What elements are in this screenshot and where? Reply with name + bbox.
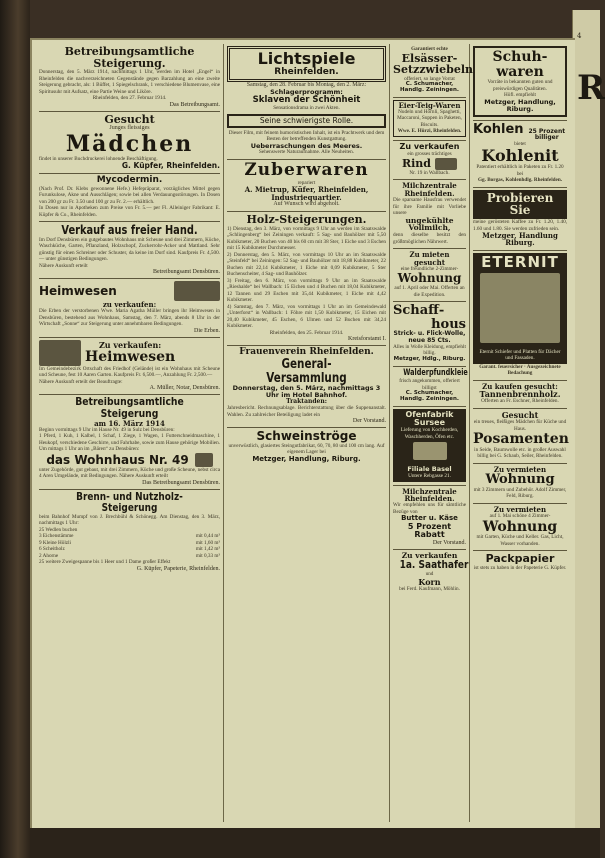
ad-packpapier: [473, 551, 567, 574]
ad-sub: eine freundliche 2-Zimmer-: [400, 265, 459, 272]
ad-signature: Das Betreibungsamt.: [169, 101, 220, 108]
ad-title: Milchzentrale Rheinfelden.: [402, 181, 457, 198]
ad-headline: Posamenten: [473, 431, 569, 448]
ad-text: Vorräte in bekannten guten und preiswürdigen Qualitäten.: [487, 79, 553, 92]
ad-headline: ungekühlte Vollmilch,: [405, 215, 454, 233]
ad-program: Schlagerprogramm:: [270, 88, 343, 97]
ad-title: Verkauf aus freier Hand.: [61, 223, 198, 238]
roof-illustration-icon: [480, 273, 560, 343]
ad-text: Lieferung von Kochherden, Waschherden, Öfen etc.: [400, 427, 459, 440]
ad-signature: Metzger, Handlung, Riburg.: [252, 454, 361, 463]
ad-text: mit 3 Zimmern und Zubehör. Adolf Zimmer, Feld, Riburg.: [473, 486, 567, 500]
ad-eier-teig-waren: [393, 98, 466, 141]
wood-list: [39, 527, 220, 560]
ad-schuhwaren: [473, 44, 567, 121]
ad-signature: Gg. Borgas, Kohlenhdlg. Rheinfelden.: [477, 177, 563, 184]
ad-wohnung-gesucht: [393, 249, 466, 302]
ad-signature: Die Erben.: [194, 327, 220, 334]
ad-title: Gesucht: [104, 112, 155, 126]
book-binding: [0, 0, 30, 858]
ad-boxed: Seine schwierigste Rolle.: [227, 114, 386, 128]
ad-text: offeriert, so lange Vorrat: [404, 75, 455, 82]
ad-headline: Tannenbrennholz.: [479, 388, 561, 399]
ad-text-2: denn dieselbe besitzt den größtmöglichen Nährwert.: [393, 232, 466, 245]
ad-text-2: Auf Wunsch wird abgeholt.: [273, 200, 340, 207]
ad-heimwesen-1: [39, 279, 220, 338]
list-item: 6 Scheitholz mit 1,42 m³: [39, 546, 220, 553]
ad-title: Gesucht: [501, 409, 539, 420]
next-page-title-fragment: R: [577, 68, 605, 108]
ad-line: Ueberraschungen des Meeres.: [250, 141, 363, 150]
ad-text-2: Garant. feuersicher · Ausgezeichnete Bedachung: [479, 363, 561, 377]
ad-date: Rheinfelden, den 25. Februar 1914.: [269, 329, 344, 336]
ad-text: Die sparsame Hausfrau verwendet für ihre Familie mit Vorliebe unsere: [393, 197, 466, 217]
ad-signature: Metzger, Handlung Riburg.: [482, 231, 558, 248]
ad-signature: C. Schumacher, Handlg. Zeiningen.: [400, 390, 459, 402]
ad-signature: Kreisforstamt I.: [348, 336, 386, 343]
ad-text-2: Nähere Auskunft erteilt der Beauftragte:: [39, 378, 123, 385]
ad-title: Zu vermieten: [493, 464, 547, 474]
ad-paragraph-4: 4) Samstag, den 7. März, von vormittags 1 Uhr an im Gemeindewald „Unterforst“ in Wallbach: 1 Föhre mit 1,50 Kubikmeter, 15 Eichen mit 20,40 Kubikmeter, 45 Eschen, 6 Ulmen und 52 Buchen mit 34,24 Kubikmeter.: [227, 303, 386, 330]
ad-headline: Heimwesen: [85, 348, 176, 365]
cow-icon: [435, 158, 457, 170]
ad-headline: Wohnung: [485, 472, 555, 488]
ad-headline: General-Versammlung: [266, 356, 347, 386]
ad-text: Wir empfehlen uns für sämtliche Bezüge von: [393, 502, 466, 515]
ad-title: Betreibungsamtliche Steigerung: [75, 396, 184, 420]
ad-steigerung-engel: [39, 44, 220, 112]
ad-posamenten: [473, 409, 567, 464]
ad-heimwesen-2: [39, 338, 220, 396]
ad-text: Beginn vormittags 9 Uhr im Hause Nr. 49 in Sulz bei Densbüren:: [39, 426, 175, 433]
ad-text: auf 1. April oder Mai. Offerten an die Expedition.: [394, 285, 465, 298]
list-item: 9 Kleine Hölzli mit 1,60 m³: [39, 539, 220, 546]
ad-title: Schuh-waren: [492, 49, 548, 80]
ad-title: Mycodermin.: [96, 175, 163, 186]
ad-date: am 16. März 1914: [94, 418, 165, 428]
ad-text-2: Patentiert erhältlich in Paketen zu Fr. 1.20 bei: [476, 164, 564, 177]
ad-signature: A. Müller, Notar, Densbüren.: [149, 385, 220, 392]
ad-signature: bei Ferd. Kaufmann, Möhlin.: [399, 585, 460, 592]
ad-text-2: Jahresbericht. Rechnungsablage. Berichterstattung über die Suppenanstalt. Wahlen. Zu zahlreicher Beteiligung ladet ein: [227, 405, 386, 418]
ad-text-2: In Dosen nur in Apotheken zum Preise von Fr. 5.— per Fl. Alleiniger Fabrikant: E. Küpfer & Co., Rheinfelden.: [39, 205, 220, 218]
ad-title: Eier-Teig-Waren: [398, 100, 461, 110]
ad-title: Lichtspiele: [257, 49, 356, 68]
ad-title: Frauenverein Rheinfelden.: [239, 347, 374, 358]
ad-schaffhous-wolle: [393, 302, 466, 367]
ad-title: Zu kaufen gesucht:: [482, 381, 558, 391]
ad-title: Zu vermieten: [493, 504, 547, 514]
ad-film: Sklaven der Schönheit: [252, 95, 361, 106]
ad-title: Brenn- und Nutzholz-Steigerung: [76, 490, 183, 514]
table-surface: [30, 828, 600, 858]
farmhouse-illustration-icon: [39, 340, 81, 366]
list-item: 25 Wedlen buchen: [39, 526, 78, 533]
ad-title: Ofenfabrik Sursee: [405, 409, 454, 428]
ad-text: Nr. 19 in Wallbach.: [409, 169, 450, 176]
ad-text: meine gerösteten Kaffee zu Fr. 1.20, 1.40, 1.60 und 1.80. Sie werden zufrieden sein.: [473, 219, 567, 232]
ad-walderpfundkleie: [393, 367, 466, 407]
ad-title: Holz-Steigerungen.: [246, 213, 367, 227]
column-4: [470, 44, 570, 822]
ad-text: und: [425, 571, 434, 578]
house-icon: [195, 453, 213, 467]
ad-headline: Mädchen: [65, 130, 194, 157]
ad-text-2: mit Garten, Küche und Keller. Gas, Licht, Wasser vorhanden.: [476, 534, 564, 547]
ad-steigerung-wohnhaus: [39, 395, 220, 489]
ad-title: Zu verkaufen: [401, 550, 458, 560]
ad-verkauf-freier-hand: [39, 222, 220, 279]
ad-mycodermin: [39, 174, 220, 222]
ad-ofenfabrik: [393, 407, 466, 486]
newspaper-page: [30, 38, 575, 828]
ad-signature: Wwe. E. Hürzi, Rheinfelden.: [397, 128, 462, 135]
ad-text: Strick- u. Flick-Wolle, neue 85 Cts.: [393, 330, 466, 344]
ad-title: Elsässer-Setzzwiebeln: [393, 51, 474, 77]
ad-brennholz: [39, 490, 220, 575]
ad-title: Zuberwaren: [244, 159, 369, 180]
ad-headline: 5 Prozent Rabatt: [407, 521, 452, 540]
ad-text-2: Nähere Auskunft erteilt: [39, 262, 88, 269]
ad-label: Traktanden:: [286, 397, 327, 405]
ad-title: Probieren Sie: [473, 190, 567, 219]
ad-film-sub: Sensationsdrama in zwei Akten.: [273, 105, 340, 112]
ad-paragraph-3: 3) Freitag, den 6. März, von vormittags 9 Uhr an im Staatswalde „Rieshalde“ bei Wallbach: 15 Eichen und 4 Buchen mit 18,04 Kubikmeter, 12 Tannen und 29 Eschen mit 35,44 Kubikmeter, 1 Eiche mit 4,42 Kubikmeter.: [227, 277, 386, 304]
ad-sub: Rheinfelden.: [274, 66, 339, 77]
ad-kaffee: [473, 188, 567, 251]
ad-text-3: unter Zugehörde, gut gebaut, mit drei Zimmern, Küche und große Scheune, nebst circa 4 Aren Umgelände, mit Bedingungen. Nähere Auskunft erteilt: [39, 466, 220, 480]
ad-sub: Filiale Basel: [407, 465, 452, 474]
ad-title: Schaff-: [393, 303, 445, 319]
ad-lichtspiele: [227, 44, 386, 160]
ad-text: (Nach Prof. Dr. Klebs gewonnene Hefe.) Hefepräparat, vorzügliches Mittel gegen Furunkulose, Akne und Ausschlägen; sowie bei allen Verdauungsstörungen. In Dosen von 200 gr zu Fr. 3.50 und 100 gr zu Fr. 2.— erhältlich.: [39, 185, 220, 205]
ad-text: ein treues, fleißiges Mädchen für Küche und Haus.: [473, 419, 567, 432]
ad-title: Kohlen: [473, 121, 524, 137]
ad-text-2: Alles in Wolle Kleidung, empfiehlt billig.: [393, 343, 466, 357]
ad-tannenbrennholz: [473, 381, 567, 409]
ad-text: A. Mietrup, Küfer, Rheinfelden, Industriequartier.: [244, 185, 369, 202]
ad-headline: 1a. Saathafer: [399, 558, 469, 572]
ad-wohnung-1: [473, 464, 567, 504]
ad-text: findet in unserer Buchdruckerei lohnende Beschäftigung.: [39, 155, 158, 162]
ad-headline: hous: [431, 316, 466, 332]
ad-text-2: 25 weitere Zweigespanne bis 1 Heer und 1 Dame großer Effekt: [39, 559, 171, 566]
ad-signature: G. Küpfer, Rheinfelden.: [121, 161, 220, 171]
ad-gesucht-maedchen: [39, 112, 220, 175]
stove-icon: [413, 442, 447, 460]
ad-top: Garantiert echte: [411, 46, 448, 52]
ad-signature: Betreibungsamt Densbüren.: [153, 269, 220, 276]
ad-signature: Metzger, Hdlg., Riburg.: [393, 355, 466, 362]
ad-sub: Junges fleissiges: [109, 125, 150, 132]
list-item: 2 Ahorne mit 0,33 m³: [39, 552, 220, 559]
ad-title: Milchzentrale Rheinfelden.: [402, 486, 457, 504]
ad-text-2: 1 Pferd, 1 Kuh, 1 Kalbel, 1 Schaf, 1 Ziege, 1 Wagen, 1 Futterschneidmaschine, 1 Heukopf, verschiedene Geschirre, und Fahrhabe, sowie zum Hause gehörige Mobilien. Um mittags 1 Uhr an im „Bären“ zu Densbüren:: [39, 433, 220, 453]
ad-text: Donnerstag, den 5. März, nachmittags 3 Uhr im Hotel Bahnhof.: [232, 384, 381, 399]
ad-headline: das Wohnhaus Nr. 49: [46, 452, 189, 467]
ad-paragraph-1: 1) Dienstag, den 3. März, von vormittags 9 Uhr an werden im Staatswalde „Schlingenberg“ bei Zeiningen verkauft: 5 Sag- und Bauhölzer mit 5,50 Kubikmeter, 20 Buchen von 40 bis 60 cm mit 38 Ster, 1 Eiche und 3 Eschen mit 15 Kubikmeter Durchmesser.: [227, 225, 386, 252]
ad-date: Samstag, den 28. Februar bis Montag, den 2. März:: [246, 82, 367, 89]
ad-sub: ein grosses trächtiges: [407, 151, 452, 158]
ad-text: frisch angekommen, offeriert billigst: [399, 378, 460, 391]
ad-text: Offerten an Fr. Eschner, Rheinfelden.: [481, 398, 559, 405]
ad-paragraph-2: 2) Donnerstag, den 5. März, von vormittags 10 Uhr an im Staatswalde „Steinfeld“ bei Zeiningen: 52 Sag- und Bauhölzer mit 18,88 Kubikmeter, 22 Buchen mit 22,14 Kubikmeter, 1 Eiche mit 0,09 Kubikmeter, 5 Ster Buchenscheiter, 4 Sag- und Bauhölzer.: [227, 251, 386, 278]
ad-text-2: Untere Rebgasse 21.: [408, 473, 451, 480]
ad-headline: Kohlenit: [481, 145, 559, 165]
ad-text: beim Bahnhof Mumpf von J. Brechbühl & Schönegg. Am Dienstag, den 3. März, nachmittags 1 Uhr:: [39, 513, 220, 527]
ad-frauenverein: [227, 346, 386, 428]
ad-text-2: Sehenswerte Naturaufnahme. Alle Neuheiten.: [259, 149, 354, 156]
ad-text: auf 1. Mai schöne 4 Zimmer-: [489, 513, 551, 520]
ad-sub: zu verkaufen:: [102, 300, 157, 310]
ad-signature: Metzger, Handlung, Riburg.: [484, 97, 556, 113]
ad-headline: Wohnung: [397, 271, 462, 286]
column-3: [390, 44, 474, 822]
ad-milchzentrale-1: [393, 180, 466, 249]
ad-milchzentrale-2: [393, 486, 466, 550]
column-2: [224, 44, 390, 822]
ad-eternit: [473, 251, 567, 381]
ad-wohnung-2: [473, 504, 567, 552]
ad-text: Nudeln und Hörnli, Spaghetti, Maccaroni, Suppen in Paketen, Biscuits.: [397, 108, 462, 128]
ad-text-2: in Seide, Baumwolle etc. in großer Auswahl billig bei G. Schaub, Seiler, Rheinfelden.: [474, 446, 566, 460]
ad-text: Im Gemeindebezirk Ortschaft des Friedhof (Gelände) ist ein Wohnhaus mit Scheune und Scheune, fest 10 Aaren Garten. Kaufpreis Fr. 6,500.—, Anzahlung Fr. 2,500.—: [39, 365, 220, 379]
ad-zuberwaren: [227, 160, 386, 213]
house-illustration-icon: [174, 281, 220, 301]
list-item: 3 Eichenstämme mit 0,44 m³: [39, 533, 220, 540]
next-page-edge: [572, 10, 605, 830]
ad-saathafer: [393, 550, 469, 596]
ad-headline: Rind: [401, 157, 431, 171]
ad-rind: [393, 141, 466, 180]
ad-text: 25 Prozent billiger: [528, 127, 566, 141]
ad-text-2: Butter u. Käse: [401, 514, 458, 523]
column-1: [36, 44, 224, 822]
ad-text: Donnerstag, den 5. März 1914, nachmittags 1 Uhr, werden im Hotel „Engel“ in Rheinfelden die nachverzeichneten Gegenstände gegen Barzahlung an eine zweite Steigerung gebracht, als: 1 Büffet, 1 Spiegelschrank, 1 verschiedene Blumenvase, eine Spiritusuhr mit Aufsatz, eine Partie Weine und Liköre.: [39, 69, 220, 95]
ad-signature: C. Schumacher, Handlg. Zeiningen.: [400, 81, 459, 93]
next-page-number: 4: [577, 32, 582, 40]
ad-text: Dieser Film, mit feinem humoristischen Inhalt, ist ein Prachtwerk und dem Besten der betreffenden Kunstgattung.: [228, 129, 385, 143]
ad-text: Die Erben der verstorbenen Wwe. Maria Agatha Müller bringen ihr Heimwesen in Densbüren, bestehend aus Wohnhaus, Samstag, den 7. März, abends 8 Uhr in der Wirtschaft „Sonne“ zur Steigerung unter annehmbaren Bedingungen.: [39, 308, 220, 328]
ad-title: Zu mieten gesucht: [409, 250, 450, 267]
ad-kohlenit: [473, 121, 567, 188]
ad-setzzwiebeln: [393, 44, 474, 98]
ad-date: Rheinfelden, den 27. Februar 1914.: [92, 95, 167, 102]
ad-headline: Wohnung: [482, 518, 558, 535]
ad-title: Zu verkaufen:: [98, 340, 162, 351]
ad-title: ETERNIT: [481, 252, 559, 271]
ad-signature: Der Vorstand.: [352, 418, 386, 425]
ad-text: ist stets zu haben in der Papeterie G. Küpfer.: [473, 564, 567, 571]
ad-sub: Korn: [418, 576, 441, 587]
ad-signature: Das Betreibungsamt Densbüren.: [142, 479, 220, 486]
ad-schweinstroege: [227, 428, 386, 466]
ad-holz-steigerungen: [227, 212, 386, 346]
ad-signature: Der Vorstand.: [432, 539, 466, 546]
ad-text-2: Höfl. empfiehlt: [504, 92, 536, 99]
ad-title: Walderpfundkleie: [403, 367, 468, 378]
ad-sub: repariert: [297, 179, 316, 186]
ad-title: Packpapier: [485, 552, 555, 566]
ad-text: Im Dorf Densbüren ein gutgebautes Wohnhaus mit Scheune und drei Zimmern, Küche, Waschküche, Garten, Pflanzland, Holzschopf, Zuckerrohr-Acker und Mattland. Sehr günstig für einen Schreiner oder Schuster, da keine im Dorf sind. Kaufpreis Fr. 4,500.— unter günstigen Bedingungen.: [39, 236, 220, 263]
ad-text: unverwüstlich, glasiertes Steingutfabrikat, 60, 70, 80 und 100 cm lang. Auf eigenem Lager bei: [228, 442, 385, 456]
ad-title: Schweinströge: [256, 429, 357, 444]
ad-title: Zu verkaufen: [399, 141, 460, 151]
ad-sub: bietet: [514, 141, 526, 148]
ad-title: Betreibungsamtliche Steigerung.: [64, 45, 195, 70]
ad-signature: G. Küpfer, Papeterie, Rheinfelden.: [136, 565, 220, 572]
ad-title: Heimwesen: [39, 283, 117, 298]
ad-text: Eternit Schiefer und Platten für Dächer und Fassaden.: [479, 348, 561, 362]
